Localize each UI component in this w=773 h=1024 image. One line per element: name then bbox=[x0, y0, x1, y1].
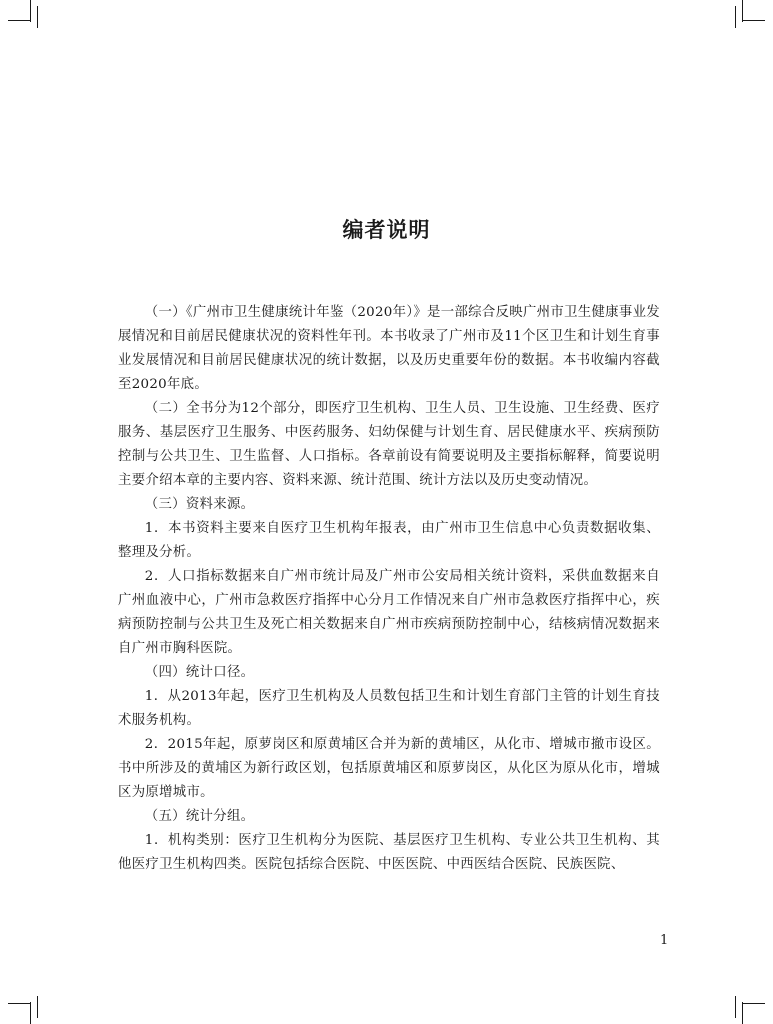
paragraph: 1．从2013年起，医疗卫生机构及人员数包括卫生和计划生育部门主管的计划生育技术服务机构。 bbox=[118, 689, 660, 728]
crop-mark bbox=[30, 0, 31, 22]
paragraph: 2．2015年起，原萝岗区和原黄埔区合并为新的黄埔区，从化市、增城市撤市设区。书中所涉及的黄埔区为新行政区划，包括原黄埔区和原萝岗区，从化区为原从化市，增城区为原增城市。 bbox=[118, 737, 660, 800]
paragraph: 2．人口指标数据来自广州市统计局及广州市公安局相关统计资料，采供血数据来自广州血液中心，广州市急救医疗指挥中心分月工作情况来自广州市急救医疗指挥中心，疾病预防控制与公共卫生及死亡相关数据来自广州市疾病预防控制中心，结核病情况数据来自广州市胸科医院。 bbox=[118, 569, 660, 656]
paragraph: 1．机构类别：医疗卫生机构分为医院、基层医疗卫生机构、专业公共卫生机构、其他医疗卫生机构四类。医院包括综合医院、中医医院、中西医结合医院、民族医院、 bbox=[118, 833, 660, 872]
crop-mark bbox=[8, 1003, 30, 1004]
crop-mark bbox=[743, 20, 765, 21]
crop-mark bbox=[37, 6, 38, 28]
body-text bbox=[118, 301, 660, 877]
crop-mark bbox=[30, 1002, 31, 1024]
page-number: 1 bbox=[660, 933, 669, 948]
paragraph: （五）统计分组。 bbox=[144, 809, 255, 824]
crop-mark bbox=[735, 6, 736, 28]
page-title: 编者说明 bbox=[342, 217, 431, 242]
crop-mark bbox=[742, 0, 743, 22]
paragraph: （二）全书分为12个部分，即医疗卫生机构、卫生人员、卫生设施、卫生经费、医疗服务、基层医疗卫生服务、中医药服务、妇幼保健与计划生育、居民健康水平、疾病预防控制与公共卫生、卫生监督、人口指标。各章前设有简要说明及主要指标解释，简要说明主要介绍本章的主要内容、资料来源、统计范围、统计方法以及历史变动情况。 bbox=[118, 401, 660, 488]
crop-mark bbox=[742, 1002, 743, 1024]
crop-mark bbox=[8, 20, 30, 21]
paragraph: （三）资料来源。 bbox=[144, 497, 255, 512]
paragraph: 1．本书资料主要来自医疗卫生机构年报表，由广州市卫生信息中心负责数据收集、整理及分析。 bbox=[118, 521, 660, 560]
crop-mark bbox=[743, 1003, 765, 1004]
crop-mark bbox=[735, 996, 736, 1018]
paragraph: （四）统计口径。 bbox=[144, 665, 255, 680]
crop-mark bbox=[37, 996, 38, 1018]
paragraph: （一）《广州市卫生健康统计年鉴（2020年）》是一部综合反映广州市卫生健康事业发展情况和目前居民健康状况的资料性年刊。本书收录了广州市及11个区卫生和计划生育事业发展情况和目前居民健康状况的统计数据，以及历史重要年份的数据。本书收编内容截至2020年底。 bbox=[118, 305, 660, 392]
